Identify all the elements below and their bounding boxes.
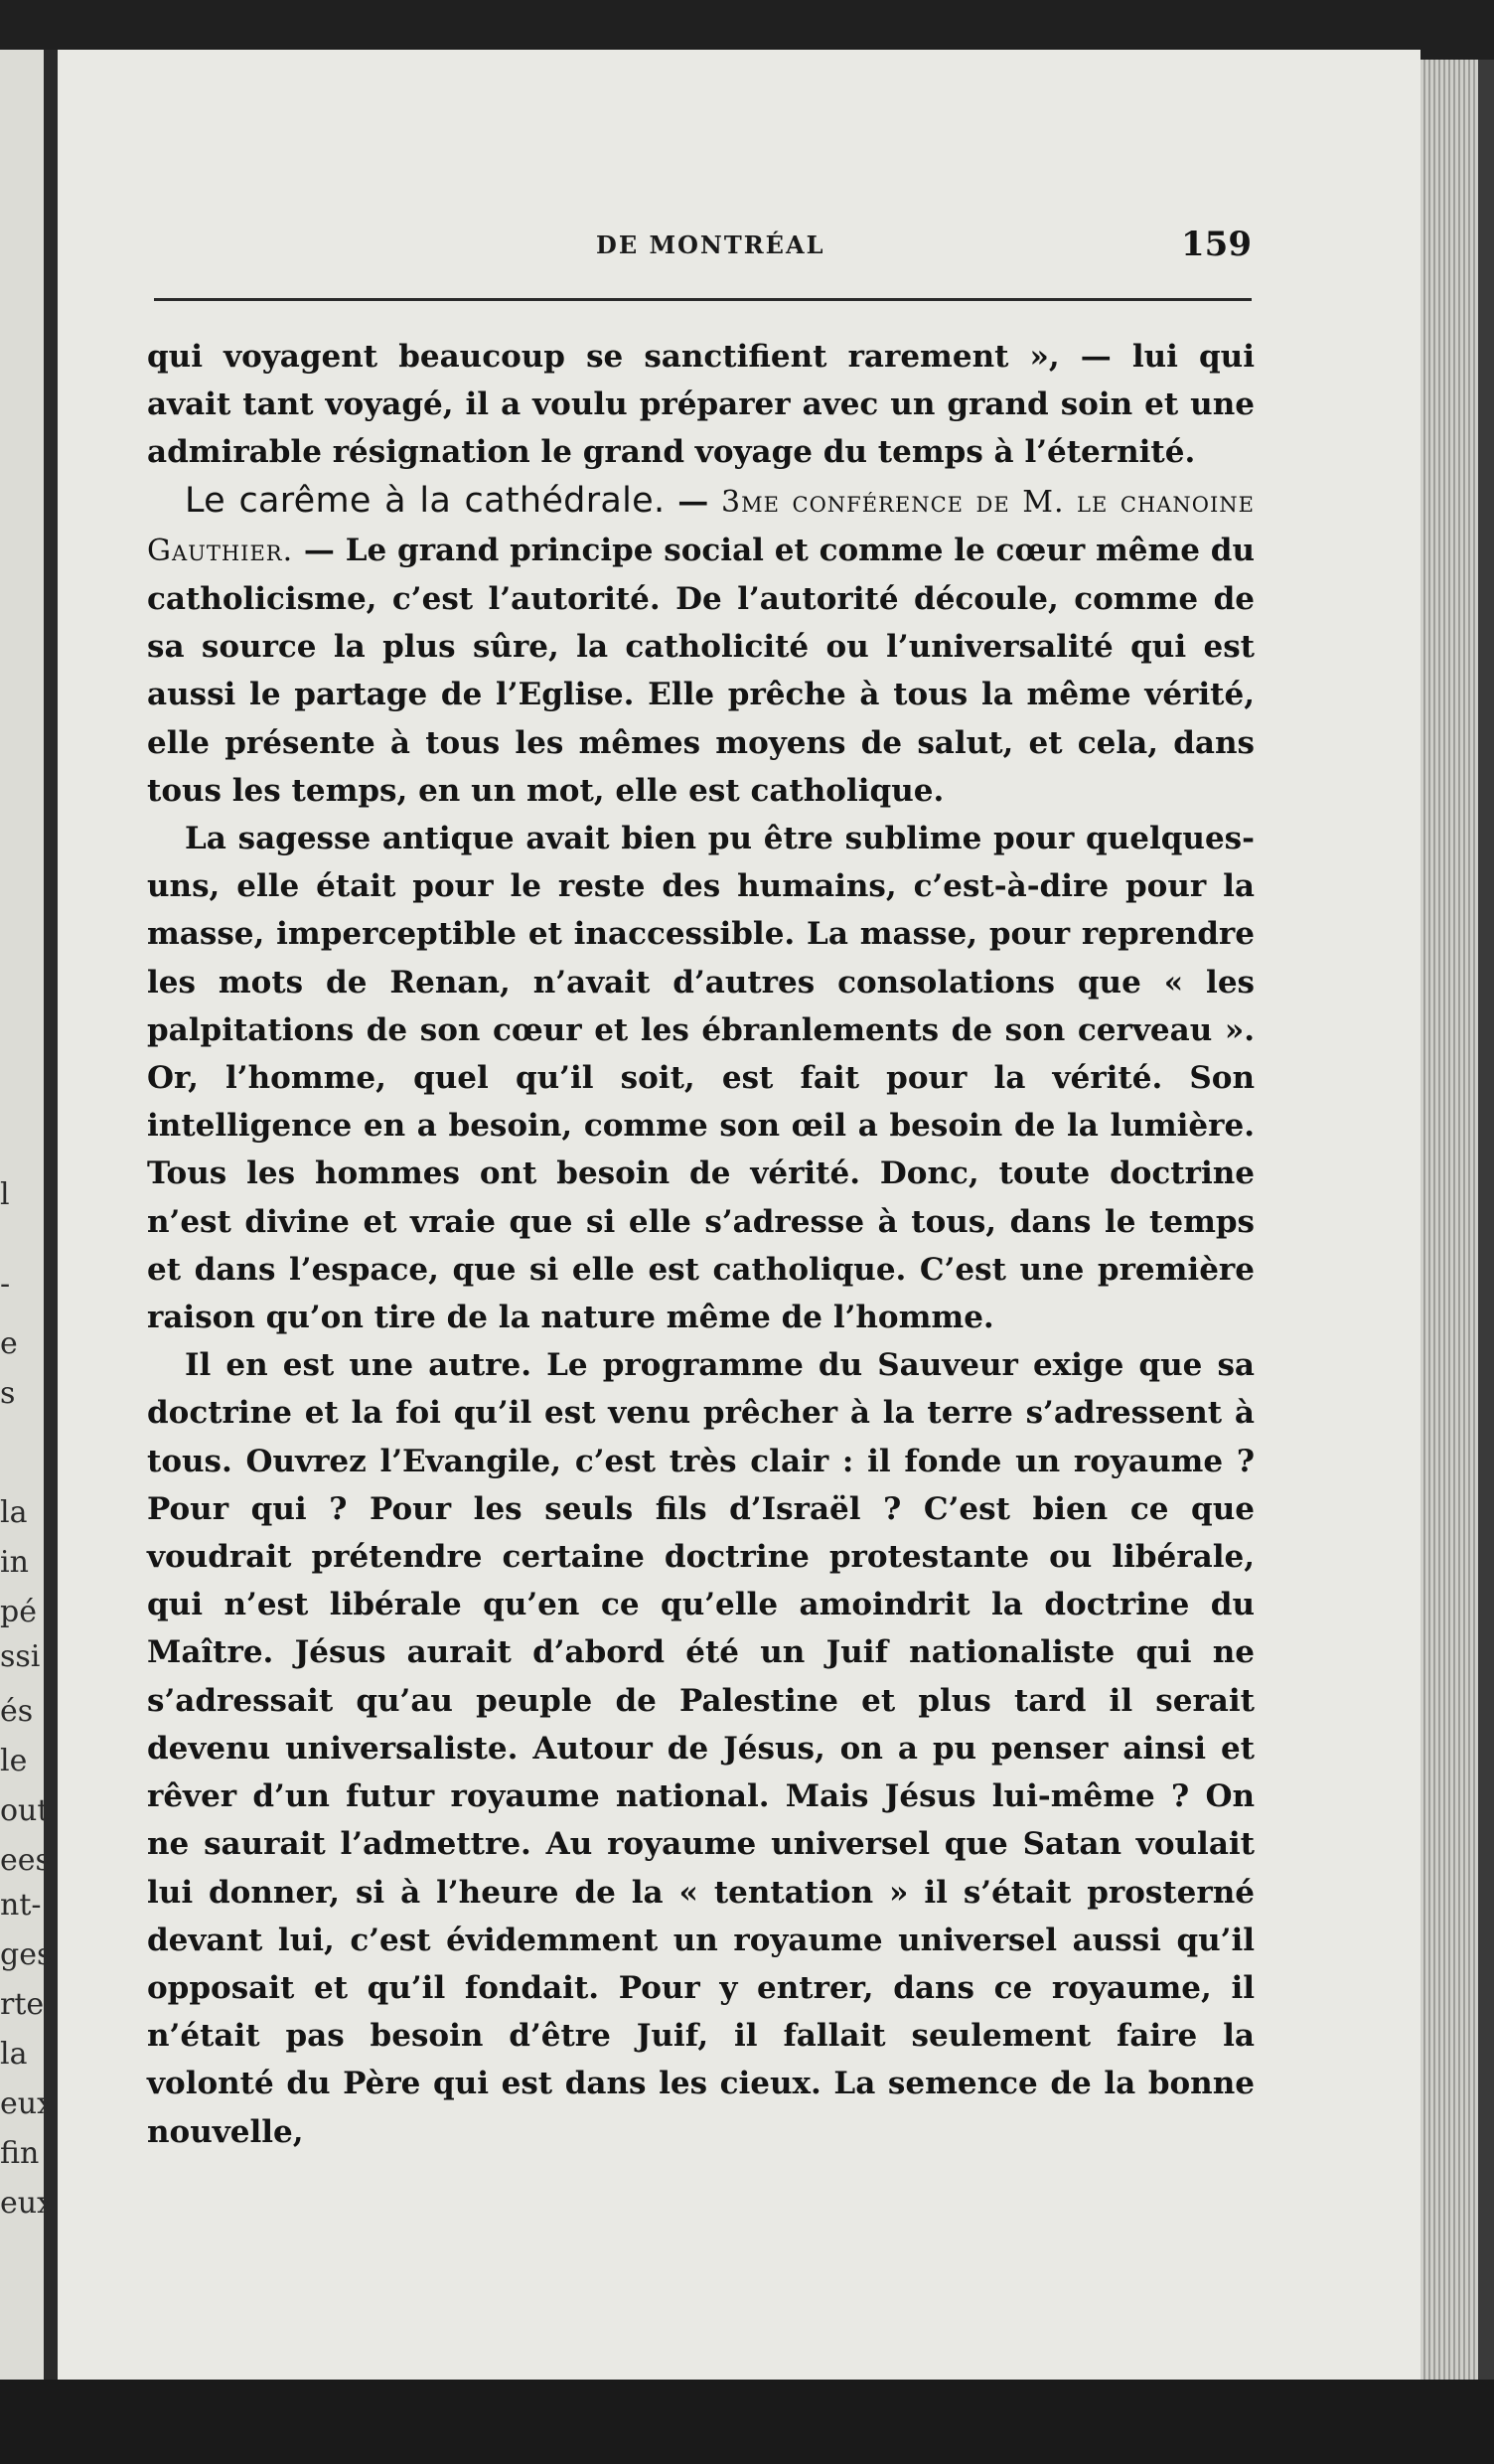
facing-page-fragment: eux [0,2186,54,2221]
facing-page-fragment: le [0,1744,28,1778]
paragraph: La sagesse antique avait bien pu être sublime pour quelques-uns, elle était pour le reste des humains, c’est-à-dire pour la masse, imperceptible et inaccessible. La masse, pour reprendre les mots de Renan, n’avait d’autres consolations que « les palpitations de son cœur et les ébranlements de son cerveau ». Or, l’homme, quel qu’il soit, est fait pour la vérité. Son intelligence en a besoin, comme son œil a besoin de la lumière. Tous les hommes ont besoin de vérité. Donc, toute doctrine n’est divine et vraie que si elle s’adresse à tous, dans le temps et dans l’espace, que si elle est catholique. C’est une première raison qu’on tire de la nature même de l’homme. [147,821,1255,1336]
facing-page-fragment: in [0,1545,29,1580]
facing-page-fragment: eux [0,2086,54,2121]
section-text: — Le grand principe social et comme le cœur même du catholicisme, c’est l’autorité. De l’autorité découle, comme de sa source la plus sûre, la catholicité ou l’universalité qui est aussi le partage de l’Eglise. Elle prêche à tous la même vérité, elle présente à tous les mêmes moyens de salut, et cela, dans tous les temps, en un mot, elle est catholique. [147,532,1255,809]
book-gutter [44,50,58,2380]
facing-page-edge [0,50,58,2380]
facing-page-fragment: la [0,1495,28,1530]
facing-page-fragment: pé [0,1595,37,1629]
facing-page-fragment: s [0,1376,16,1411]
facing-page-fragment: fin [0,2136,40,2171]
facing-page-fragment: - [0,1267,11,1302]
facing-page-fragment: e [0,1326,18,1361]
scan-bottom-border [0,2380,1494,2464]
facing-page-fragment: ssi [0,1639,41,1674]
header-rule [154,298,1252,301]
facing-page-fragment: l [0,1177,10,1212]
page-number: 159 [1181,225,1252,264]
section-author: 3me conférence de M. le chanoine Gauthier. [147,484,1255,568]
facing-page-fragment: és [0,1694,34,1729]
section-heading: Le carême à la cathédrale. [185,480,666,521]
section-paragraph [147,477,1255,815]
facing-page-fragment: la [0,2037,28,2072]
running-header [139,225,1252,274]
paragraph: Il en est une autre. Le programme du Sauveur exige que sa doctrine et la foi qu’il est venu prêcher à la terre s’adressent à tous. Ouvrez l’Evangile, c’est très clair : il fonde un royaume ? Pour qui ? Pour les seuls fils d’Israël ? C’est bien ce que voudrait prétendre certaine doctrine protestante ou libérale, qui n’est libérale qu’en ce qu’elle amoindrit la doctrine du Maître. Jésus aurait d’abord été un Juif nationaliste qui ne s’adressait qu’au peuple de Palestine et plus tard il serait devenu universaliste. Autour de Jésus, on a pu penser ainsi et rêver d’un futur royaume national. Mais Jésus lui-même ? On ne saurait l’admettre. Au royaume universel que Satan voulait lui donner, si à l’heure de la « tentation » il s’était prosterné devant lui, c’est évidemment un royaume universel aussi qu’il opposait et qu’il fondait. Pour y entrer, dans ce royaume, il n’était pas besoin d’être Juif, il fallait seulement faire la volonté du Père qui est dans les cieux. La semence de la bonne nouvelle, [147,1347,1255,2150]
book-cover-edge [1478,60,1494,2380]
facing-page-fragment: nt- [0,1888,42,1923]
page-body [147,333,1255,2156]
facing-page-fragment: rte [0,1987,45,2022]
facing-page-fragment: ges [0,1937,53,1972]
facing-page-fragment: ees [0,1843,51,1878]
heading-dash: — [665,483,722,520]
running-title: DE MONTRÉAL [596,231,825,259]
facing-page-fragment: out [0,1793,50,1828]
paragraph-continuation: qui voyagent beaucoup se sanctifient rarement », — lui qui avait tant voyagé, il a voulu préparer avec un grand soin et une admirable résignation le grand voyage du temps à l’éternité. [147,339,1255,471]
